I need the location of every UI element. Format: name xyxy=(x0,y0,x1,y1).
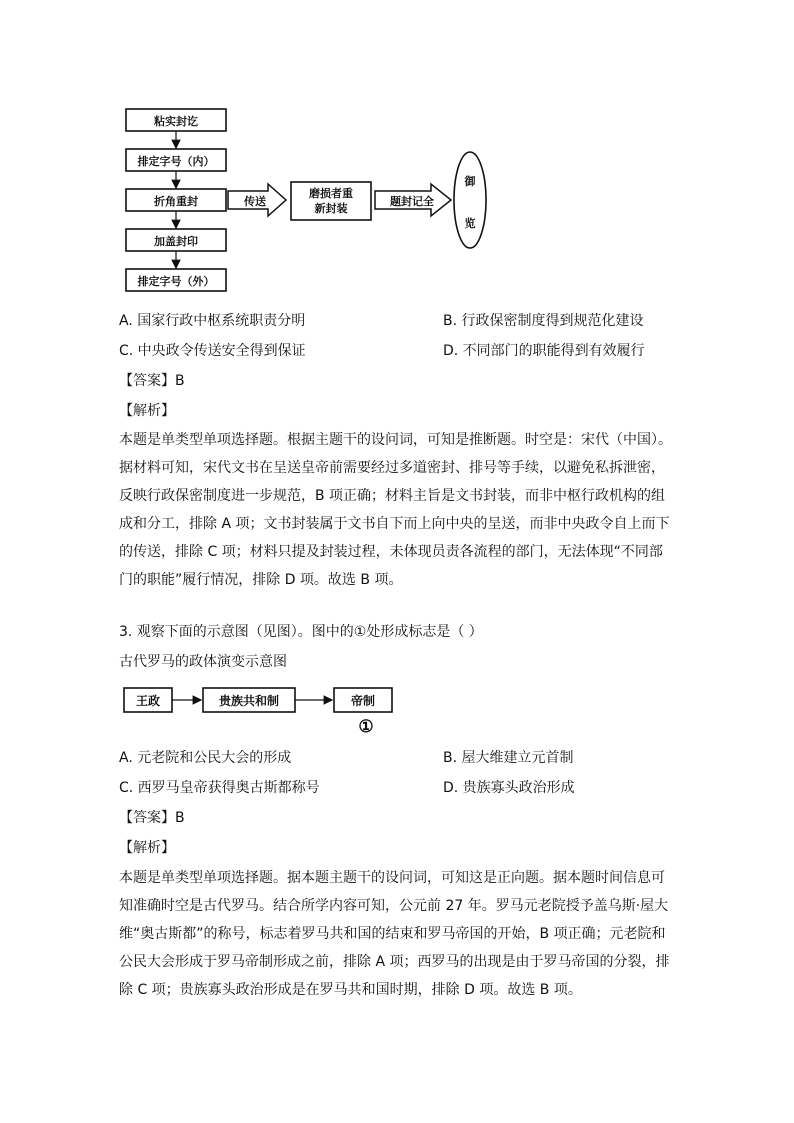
q3-option-a: A. 元老院和公民大会的形成 xyxy=(119,750,292,766)
q3-option-d: D. 贵族寡头政治形成 xyxy=(443,780,575,796)
q3-option-c: C. 西罗马皇帝获得奥古斯都称号 xyxy=(119,780,320,796)
flow-arrow-inscribe-label: 题封记全 xyxy=(390,195,434,208)
q2-analysis-line: 门的职能”履行情况，排除 D 项。故选 B 项。 xyxy=(119,572,403,588)
flow-step-1 xyxy=(126,109,226,131)
flow-step-1-label: 粘实封讫 xyxy=(154,115,198,128)
polity-box-monarchy-label: 王政 xyxy=(135,694,161,708)
flow-oval-imperial xyxy=(454,152,486,248)
flow-step-3 xyxy=(126,189,226,211)
flow-box-reseal xyxy=(291,182,371,220)
polity-box-republic xyxy=(203,688,295,712)
flow-oval-line2: 览 xyxy=(464,217,476,230)
flow-arrow-inscribe xyxy=(375,184,451,216)
q2-analysis-line: 本题是单类型单项选择题。根据主题干的设问词，可知是推断题。时空是：宋代（中国）。 xyxy=(119,432,672,448)
q3-analysis-line: 本题是单类型单项选择题。据本题主题干的设问词，可知这是正向题。据本题时间信息可 xyxy=(119,870,665,886)
flow-step-3-label: 折角重封 xyxy=(154,195,198,208)
q2-analysis-line: 成和分工，排除 A 项；文书封装属于文书自下而上向中央的呈送，而非中央政令自上而下 xyxy=(119,516,670,532)
polity-box-empire xyxy=(334,688,392,712)
polity-box-monarchy xyxy=(124,688,172,712)
q2-option-a: A. 国家行政中枢系统职责分明 xyxy=(119,313,306,329)
q2-analysis-line: 据材料可知，宋代文书在呈送皇帝前需要经过多道密封、排号等手续，以避免私拆泄密， xyxy=(119,460,665,476)
flow-step-2 xyxy=(126,149,226,171)
q2-analysis-line: 反映行政保密制度进一步规范，B 项正确；材料主旨是文书封装，而非中枢行政机构的组 xyxy=(119,488,666,504)
flow-step-2-label: 排定字号（内） xyxy=(137,155,215,168)
q2-option-b: B. 行政保密制度得到规范化建设 xyxy=(443,313,644,329)
flow-step-4 xyxy=(126,229,226,251)
flow-arrow-transmit-label: 传送 xyxy=(244,195,266,208)
polity-box-empire-label: 帝制 xyxy=(350,694,376,708)
q2-option-d: D. 不同部门的职能得到有效履行 xyxy=(443,343,645,359)
q3-question: 3. 观察下面的示意图（见图）。图中的①处形成标志是（ ） xyxy=(119,624,483,640)
q2-analysis-line: 的传送，排除 C 项；材料只提及封装过程，未体现员责各流程的部门，无法体现“不同部 xyxy=(119,544,663,560)
flow-box-reseal-line1: 磨损者重 xyxy=(309,187,353,200)
q3-analysis-line: 除 C 项；贵族寡头政治形成是在罗马共和国时期，排除 D 项。故选 B 项。 xyxy=(119,982,582,998)
roman-polity-diagram xyxy=(118,682,408,742)
q3-analysis-line: 维“奥古斯都”的称号，标志着罗马共和国的结束和罗马帝国的开始，B 项正确；元老院和 xyxy=(119,926,666,942)
q3-analysis-line: 公民大会形成于罗马帝制形成之前，排除 A 项；西罗马的出现是由于罗马帝国的分裂，排 xyxy=(119,954,670,970)
flow-arrow-transmit xyxy=(228,184,286,216)
q3-option-b: B. 屋大维建立元首制 xyxy=(443,750,574,766)
flow-step-4-label: 加盖封印 xyxy=(154,235,198,248)
q2-option-c: C. 中央政令传送安全得到保证 xyxy=(119,343,306,359)
flow-step-5-label: 排定字号（外） xyxy=(137,275,215,288)
q2-answer: 【答案】B xyxy=(119,373,185,389)
flow-oval-line1: 御 xyxy=(464,175,476,188)
q3-analysis-label: 【解析】 xyxy=(119,840,175,856)
q3-analysis-line: 知准确时空是古代罗马。结合所学内容可知，公元前 27 年。罗马元老院授予盖乌斯·屋大 xyxy=(119,898,669,914)
q3-analysis xyxy=(119,864,679,1004)
q2-analysis-label: 【解析】 xyxy=(119,403,175,419)
document-sealing-flowchart xyxy=(118,100,518,300)
q3-diagram-title: 古代罗马的政体演变示意图 xyxy=(119,654,287,670)
q3-answer: 【答案】B xyxy=(119,810,185,826)
flow-step-5 xyxy=(126,269,226,291)
flow-box-reseal-line2: 新封装 xyxy=(314,202,348,215)
q2-analysis xyxy=(119,426,679,594)
polity-box-republic-label: 贵族共和制 xyxy=(218,694,280,708)
polity-marker: ① xyxy=(358,717,374,737)
